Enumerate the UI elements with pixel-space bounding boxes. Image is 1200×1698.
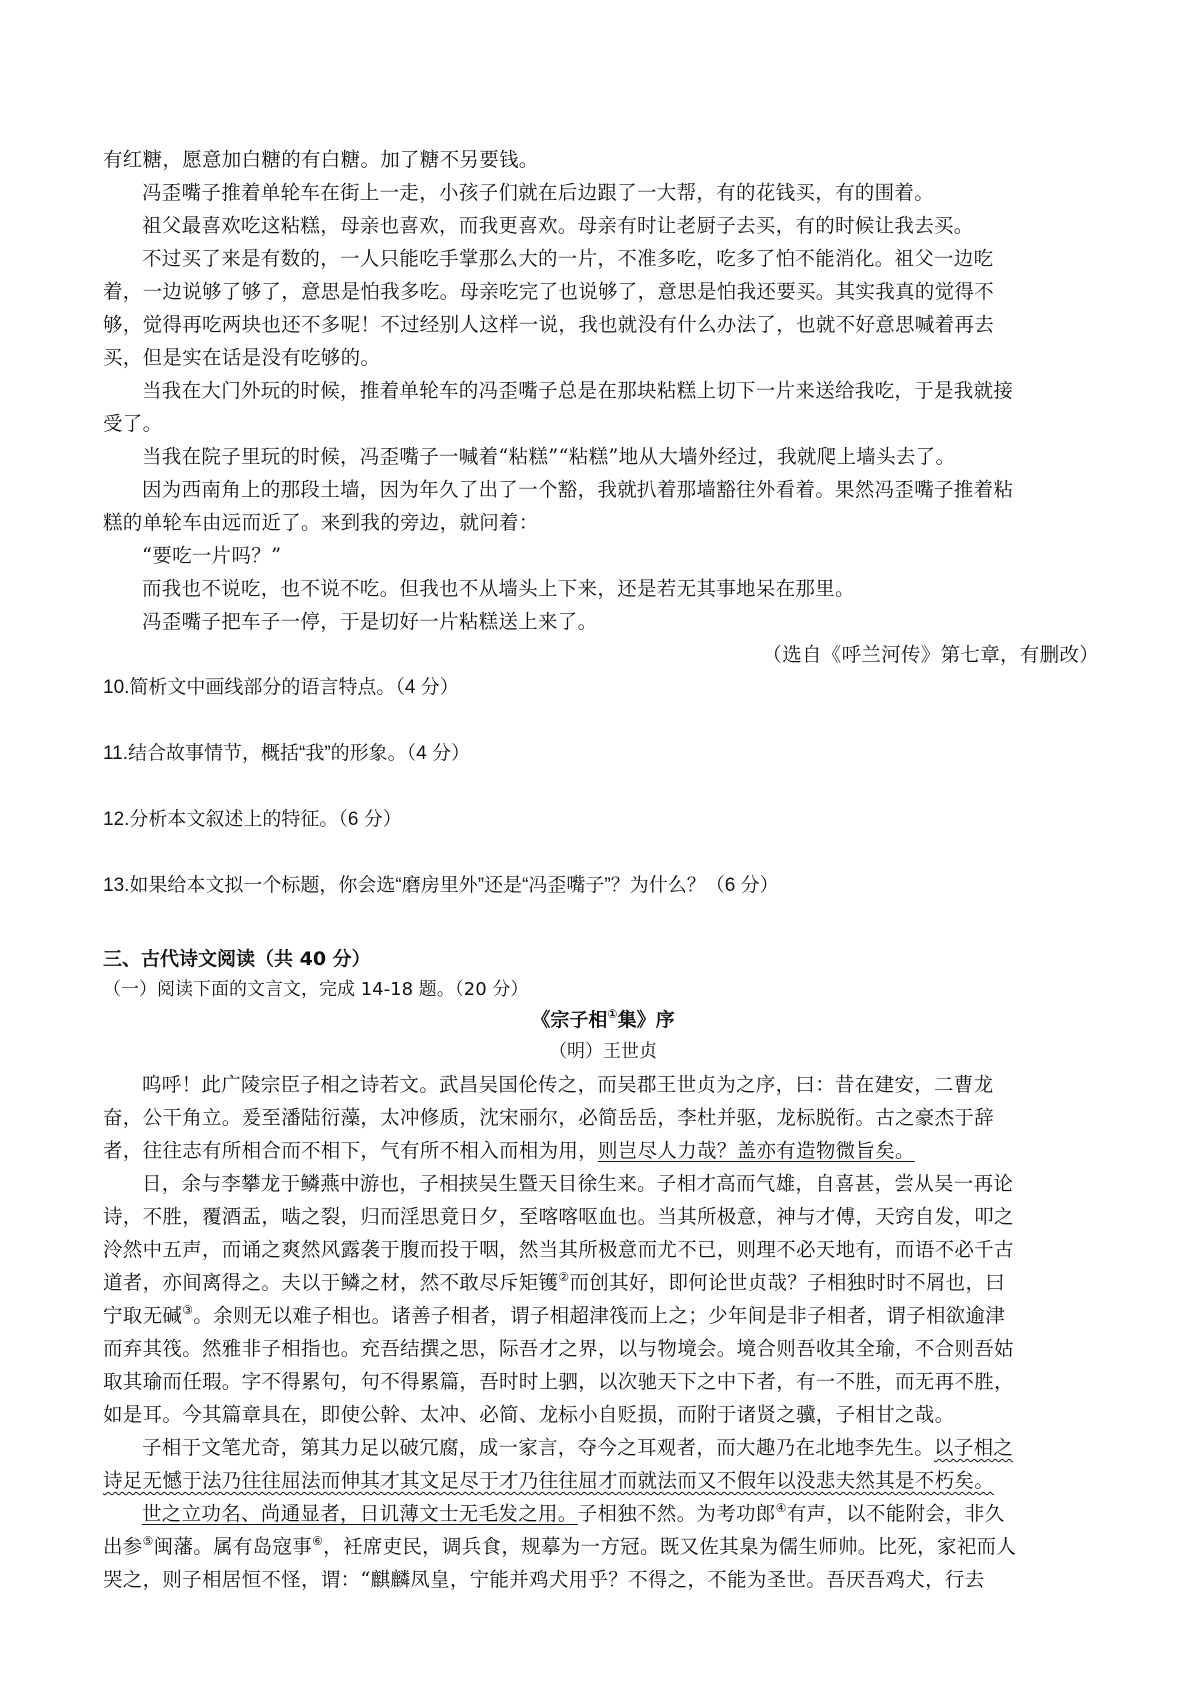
story-line: 着，一边说够了够了，意思是怕我多吃。母亲吃完了也说够了，意思是怕我还要买。其实我真的觉得不 (103, 280, 995, 303)
essay-text: 者，往往志有所相合而不相下，气有所不相入而相为用， (103, 1139, 599, 1162)
essay-text: 有声，以不能附会，非久 (786, 1502, 1005, 1525)
story-line: 祖父最喜欢吃这粘糕，母亲也喜欢，而我更喜欢。母亲有时让老厨子去买，有的时候让我去买。 (142, 214, 974, 237)
story-line: 因为西南角上的那段土墙，因为年久了出了一个豁，我就扒着那墙豁往外看着。果然冯歪嘴子推着粘 (142, 478, 1014, 501)
essay-text: 子相于文笔尤奇，第其力足以破冗腐，成一家言，夺今之耳观者，而大趣乃在北地李先生。 (142, 1436, 935, 1459)
question-11: 11.结合故事情节，概括“我”的形象。（4 分） (103, 743, 471, 764)
essay-text: ，衽席吏民，调兵食，规摹为一方冠。既又佐其臬为儒生师帅。比死，家祀而人 (323, 1535, 1017, 1558)
story-line: 不过买了来是有数的，一人只能吃手掌那么大的一片，不准多吃，吃多了怕不能消化。祖父一边吃 (142, 247, 994, 270)
story-line: 冯歪嘴子推着单轮车在街上一走，小孩子们就在后边跟了一大帮，有的花钱买，有的围着。 (142, 181, 935, 204)
essay-line: 取其瑜而任瑕。字不得累句，句不得累篇，吾时时上驷，以次驰天下之中下者，有一不胜，而无再不胜， (103, 1370, 1014, 1393)
essay-title-post: 集》序 (617, 1009, 675, 1031)
wavy-underlined-sentence: 诗足无憾于法乃往往屈法而伸其才其文足尽于才乃往往屈才而就法而又不假年以没悲夫然其是不朽矣。 (103, 1469, 995, 1492)
essay-body (103, 1068, 1103, 1596)
section-subheading: （一）阅读下面的文言文，完成 14-18 题。（20 分） (103, 979, 529, 1000)
story-body (103, 143, 1103, 671)
essay-text: 而创其好，即何论世贞哉？子相独时时不屑也，曰 (569, 1271, 1006, 1294)
section-heading: 三、古代诗文阅读（共 40 分） (103, 948, 371, 970)
essay-line (103, 1266, 1103, 1299)
essay-line: 哭之，则子相居恒不怪，谓：“麒麟凤皇，宁能并鸡犬用乎？不得之，不能为圣世。吾厌吾鸡犬，行去 (103, 1568, 985, 1591)
footnote-mark: ⑤ (142, 1534, 154, 1548)
essay-text: 。余则无以难子相也。诸善子相者，谓子相超津筏而上之；少年间是非子相者，谓子相欲逾津 (193, 1304, 1006, 1327)
story-line: “要吃一片吗？” (142, 544, 282, 567)
story-line: 冯歪嘴子把车子一停，于是切好一片粘糕送上来了。 (142, 610, 598, 633)
footnote-mark: ③ (182, 1303, 194, 1317)
question-12: 12.分析本文叙述上的特征。（6 分） (103, 809, 402, 830)
essay-line: 而弃其筏。然雅非子相指也。充吾结撰之思，际吾才之界，以与物境会。境合则吾收其全瑜，不合则吾姑 (103, 1337, 1014, 1360)
essay-line: 呜呼！此广陵宗臣子相之诗若文。武昌吴国伦传之，而吴郡王世贞为之序，曰：昔在建安，二曹龙 (142, 1073, 994, 1096)
footnote-mark: ④ (775, 1501, 787, 1515)
essay-line (103, 1134, 1103, 1167)
essay-text: 闽藩。属有岛寇事 (153, 1535, 313, 1558)
footnote-mark: ① (607, 1007, 618, 1021)
story-line: 够，觉得再吃两块也还不多呢！不过经别人这样一说，我也就没有什么办法了，也就不好意思喊着再去 (103, 313, 995, 336)
essay-title-pre: 《宗子相 (531, 1009, 608, 1031)
story-line: 受了。 (103, 412, 163, 435)
essay-text: 宁取无碱 (103, 1304, 183, 1327)
essay-line: 日，余与李攀龙于鳞燕中游也，子相挟吴生暨天目徐生来。子相才高而气雄，自喜甚，尝从吴一再论 (142, 1172, 1014, 1195)
essay-title (103, 1004, 1103, 1036)
essay-line (103, 1299, 1103, 1332)
essay-line (103, 1497, 1103, 1530)
story-source: （选自《呼兰河传》第七章，有删改） (762, 643, 1099, 666)
footnote-mark: ⑥ (312, 1534, 324, 1548)
story-line: 有红糖，愿意加白糖的有白糖。加了糖不另要钱。 (103, 148, 539, 171)
question-13: 13.如果给本文拟一个标题，你会选“磨房里外”还是“冯歪嘴子”？为什么？（6 分） (103, 875, 779, 896)
essay-line (103, 1464, 1103, 1497)
essay-line (103, 1530, 1103, 1563)
story-line: 当我在院子里玩的时候，冯歪嘴子一喊着“粘糕”“粘糕”地从大墙外经过，我就爬上墙头去了。 (142, 445, 956, 468)
story-line: 买，但是实在话是没有吃够的。 (103, 346, 381, 369)
essay-text: 子相独不然。为考功郎 (577, 1502, 776, 1525)
document-page (103, 143, 1103, 1596)
underlined-sentence: 世之立功名、尚通显者，日讥薄文士无毛发之用。 (142, 1502, 578, 1525)
story-line: 糕的单轮车由远而近了。来到我的旁边，就问着： (103, 511, 539, 534)
essay-line: 奋，公干角立。爰至潘陆衍藻，太冲修质，沈宋丽尔，必简岳岳，李杜并驱，龙标脱衔。古之豪杰于辞 (103, 1106, 995, 1129)
essay-author: （明）王世贞 (549, 1041, 657, 1062)
essay-text: 出参 (103, 1535, 143, 1558)
essay-line: 诗，不胜，覆酒盂，啮之裂，归而淫思竟日夕，至喀喀呕血也。当其所极意，神与才傅，天窍自发，叩之 (103, 1205, 1014, 1228)
essay-line: 如是耳。今其篇章具在，即使公幹、太冲、必简、龙标小自贬损，而附于诸贤之骥，子相甘之哉。 (103, 1403, 955, 1426)
wavy-underlined-sentence: 以子相之 (934, 1436, 1014, 1459)
story-line: 而我也不说吃，也不说不吃。但我也不从墙头上下来，还是若无其事地呆在那里。 (142, 577, 855, 600)
essay-text: 道者，亦间离得之。夫以于鳞之材，然不敢尽斥矩镬 (103, 1271, 559, 1294)
questions-block (103, 671, 1103, 935)
story-line: 当我在大门外玩的时候，推着单轮车的冯歪嘴子总是在那块粘糕上切下一片来送给我吃，于是我就接 (142, 379, 1014, 402)
section-three (103, 943, 1103, 1596)
essay-line: 泠然中五声，而诵之爽然风露袭于腹而投于咽，然当其所极意而尤不已，则理不必天地有，而语不必千古 (103, 1238, 1014, 1261)
footnote-mark: ② (558, 1270, 570, 1284)
question-10: 10.简析文中画线部分的语言特点。（4 分） (103, 677, 459, 698)
underlined-sentence: 则岂尽人力哉？盖亦有造物微旨矣。 (598, 1139, 915, 1162)
essay-line (103, 1431, 1103, 1464)
